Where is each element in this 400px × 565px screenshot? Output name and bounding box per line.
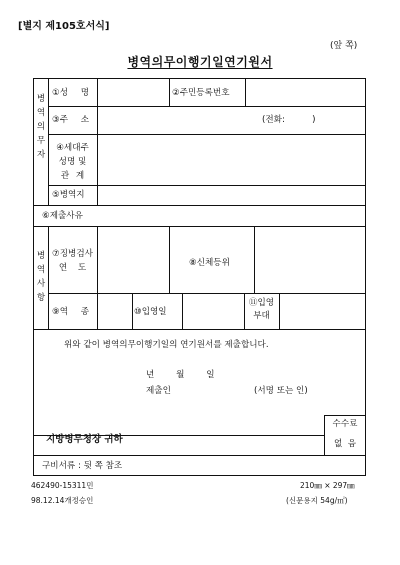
column-divider [132,293,133,329]
section-label-text [36,249,46,305]
column-divider [279,293,280,329]
vertical-char: 사 [36,279,46,289]
row-divider [34,226,366,227]
vertical-char: 항 [36,293,46,303]
column-divider [169,79,170,106]
vertical-char: 역 [36,108,46,118]
page-side-label: (앞 쪽) [330,41,358,51]
column-divider [169,226,170,293]
row-divider [34,329,366,330]
household-label-line: 성명 및 [58,157,87,167]
row-divider [324,415,366,416]
column-divider [254,226,255,293]
column-divider [182,293,183,329]
date-line: 년 월 일 [146,370,215,380]
section-label-service [36,249,46,305]
exam-year-label-line: ⑦징병검사 [52,249,93,259]
declaration-statement: 위와 같이 병역의무이행기일의 연기원서를 제출합니다. [64,340,269,350]
vertical-char: 의 [36,122,46,132]
applicant-line: 제출인 [146,386,171,396]
column-divider [97,226,98,329]
row-divider [48,185,366,186]
row-divider [34,205,366,206]
section-label-applicant [36,92,46,162]
required-documents: 구비서류 : 뒷 쪽 참조 [42,461,123,471]
reason-label: ⑥제출사유 [42,211,83,221]
vertical-char: 자 [36,150,46,160]
vertical-char: 병 [36,251,46,261]
address-label: ③주 소 [52,115,90,125]
section-label-text [36,92,46,162]
column-divider [97,79,98,205]
form-code: 462490-15311민 [31,481,94,490]
form-number: [별지 제105호서식] [18,21,110,32]
exam-year-label-line: 연 도 [58,263,87,273]
fee-label: 수수료 [332,419,358,429]
paper-size: 210㎜ × 297㎜ [300,481,355,490]
addressee: 지방병무청장 귀하 [46,434,123,445]
approval-date: 98.12.14개정승인 [31,496,94,505]
row-divider [48,106,366,107]
enlist-unit-label-line: 부대 [253,311,270,321]
service-branch-label: ⑨역 종 [52,307,90,317]
enlist-unit-label-line: ⑪입영 [248,298,275,308]
phone-label: (전화: ) [262,115,316,125]
physical-grade-label: ⑧신체등위 [189,258,230,268]
name-label: ①성 명 [52,88,90,98]
id-number-label: ②주민등록번호 [172,88,230,98]
vertical-char: 병 [36,94,46,104]
enlist-date-label: ⑩입영일 [134,307,167,317]
household-label-line: ④세대주 [56,143,89,153]
household-label-line: 관 계 [60,171,85,181]
column-divider [48,226,49,329]
vertical-char: 역 [36,265,46,275]
exam-year-label [48,247,97,275]
enlist-unit-label [244,297,279,323]
form-table [33,78,366,476]
form-title: 병역의무이행기일연기원서 [127,55,273,69]
household-head-label [48,141,97,183]
row-divider [48,134,366,135]
fee-value: 없 음 [333,439,357,449]
signature-note: (서명 또는 인) [254,386,308,396]
paper-spec: (신문용지 54g/㎡) [286,496,348,505]
column-divider [245,79,246,106]
military-office-label: ⑤병역지 [52,190,85,200]
vertical-char: 무 [36,136,46,146]
row-divider [34,455,366,456]
row-divider [48,293,366,294]
